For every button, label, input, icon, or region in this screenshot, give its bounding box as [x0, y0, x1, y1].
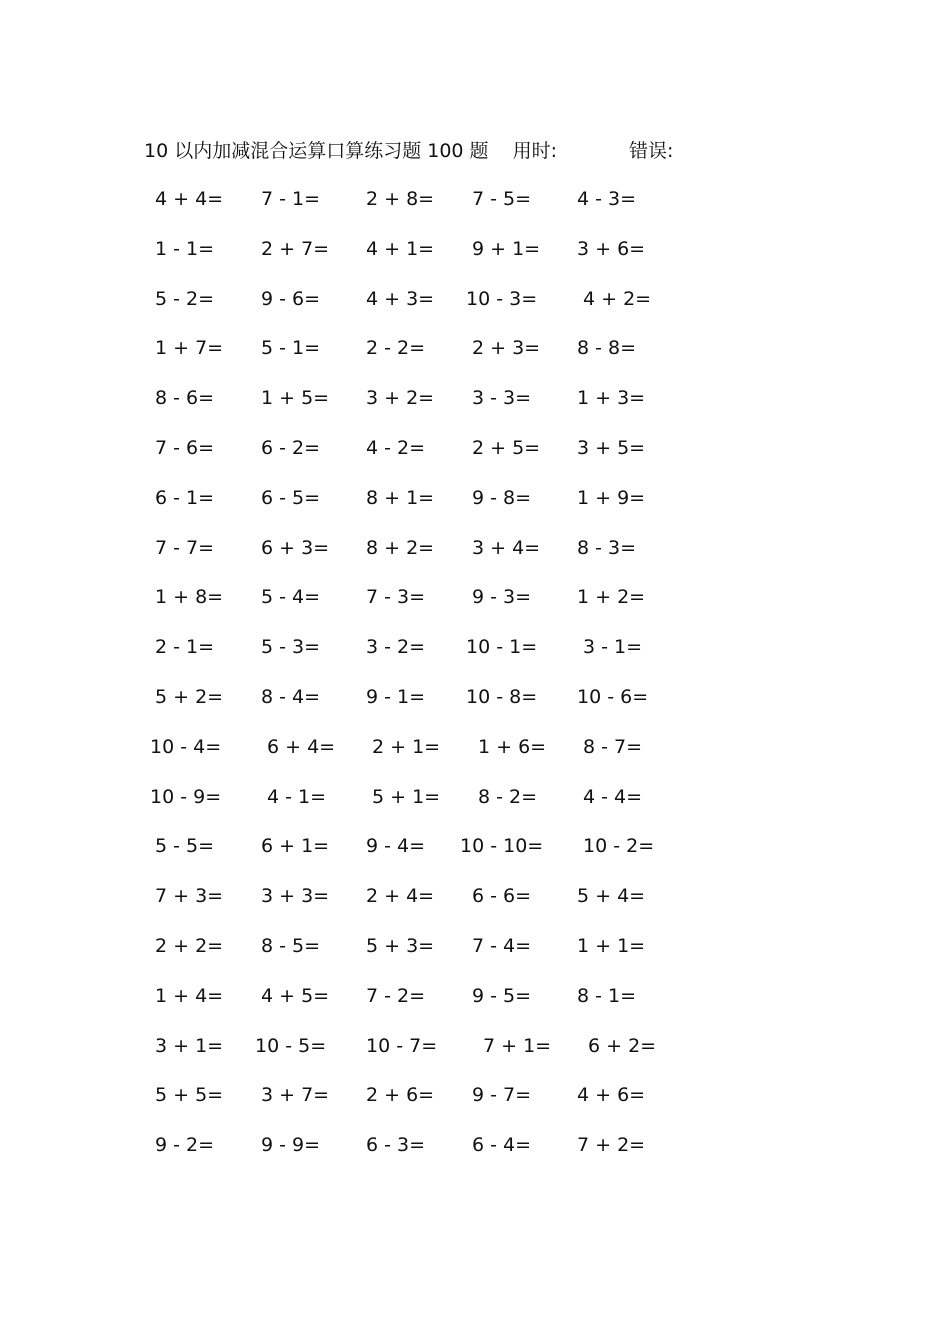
problem-item: 6 + 1=	[261, 835, 330, 857]
problem-item: 5 + 1=	[372, 786, 441, 808]
problem-item: 5 + 5=	[155, 1084, 224, 1106]
problem-item: 10 - 8=	[466, 686, 538, 708]
problem-item: 7 - 1=	[261, 188, 321, 210]
problem-item: 10 - 2=	[583, 835, 655, 857]
problem-item: 3 + 2=	[366, 387, 435, 409]
problem-item: 3 + 5=	[577, 437, 646, 459]
problem-item: 4 - 3=	[577, 188, 637, 210]
problem-item: 7 - 2=	[366, 985, 426, 1007]
problem-item: 4 - 4=	[583, 786, 643, 808]
problem-item: 2 + 2=	[155, 935, 224, 957]
problem-item: 1 + 8=	[155, 586, 224, 608]
problem-item: 2 - 1=	[155, 636, 215, 658]
problem-item: 3 + 3=	[261, 885, 330, 907]
problem-item: 10 - 1=	[466, 636, 538, 658]
problem-item: 10 - 10=	[460, 835, 544, 857]
problem-item: 10 - 4=	[150, 736, 222, 758]
problem-item: 4 - 1=	[267, 786, 327, 808]
problem-item: 10 - 9=	[150, 786, 222, 808]
problem-item: 10 - 5=	[255, 1035, 327, 1057]
problem-item: 2 + 6=	[366, 1084, 435, 1106]
problem-item: 3 - 3=	[472, 387, 532, 409]
problem-item: 8 - 5=	[261, 935, 321, 957]
problem-item: 5 + 4=	[577, 885, 646, 907]
problem-item: 4 - 2=	[366, 437, 426, 459]
problem-item: 9 - 7=	[472, 1084, 532, 1106]
problem-item: 5 - 4=	[261, 586, 321, 608]
problem-item: 6 - 2=	[261, 437, 321, 459]
problem-item: 6 + 4=	[267, 736, 336, 758]
problem-item: 6 - 4=	[472, 1134, 532, 1156]
problem-item: 8 - 3=	[577, 537, 637, 559]
problem-item: 2 - 2=	[366, 337, 426, 359]
problem-item: 8 - 6=	[155, 387, 215, 409]
problem-item: 9 - 8=	[472, 487, 532, 509]
problem-item: 1 + 2=	[577, 586, 646, 608]
problem-item: 3 - 2=	[366, 636, 426, 658]
time-label: 用时:	[512, 140, 557, 162]
problem-item: 8 + 1=	[366, 487, 435, 509]
problem-item: 7 - 7=	[155, 537, 215, 559]
problem-item: 1 + 1=	[577, 935, 646, 957]
problem-item: 4 + 3=	[366, 288, 435, 310]
problem-item: 8 - 4=	[261, 686, 321, 708]
problem-item: 5 - 3=	[261, 636, 321, 658]
problem-item: 2 + 3=	[472, 337, 541, 359]
worksheet-title: 10 以内加减混合运算口算练习题 100 题	[144, 140, 489, 162]
problem-item: 4 + 6=	[577, 1084, 646, 1106]
problem-item: 10 - 7=	[366, 1035, 438, 1057]
problem-item: 3 + 1=	[155, 1035, 224, 1057]
problem-item: 8 - 8=	[577, 337, 637, 359]
problem-item: 9 - 1=	[366, 686, 426, 708]
problem-item: 5 - 5=	[155, 835, 215, 857]
problem-item: 1 + 3=	[577, 387, 646, 409]
problem-item: 9 - 4=	[366, 835, 426, 857]
problem-item: 2 + 5=	[472, 437, 541, 459]
problem-item: 4 + 4=	[155, 188, 224, 210]
problem-item: 6 - 5=	[261, 487, 321, 509]
problem-item: 7 + 1=	[483, 1035, 552, 1057]
problem-item: 5 - 1=	[261, 337, 321, 359]
problem-item: 9 - 9=	[261, 1134, 321, 1156]
problem-item: 1 - 1=	[155, 238, 215, 260]
problem-item: 4 + 5=	[261, 985, 330, 1007]
problem-item: 6 + 2=	[588, 1035, 657, 1057]
problem-item: 3 - 1=	[583, 636, 643, 658]
problem-item: 7 + 3=	[155, 885, 224, 907]
error-label: 错误:	[628, 140, 674, 162]
problem-item: 2 + 8=	[366, 188, 435, 210]
problem-item: 3 + 6=	[577, 238, 646, 260]
problem-item: 9 - 3=	[472, 586, 532, 608]
problem-item: 6 - 6=	[472, 885, 532, 907]
problem-item: 4 + 1=	[366, 238, 435, 260]
problem-item: 2 + 1=	[372, 736, 441, 758]
problem-item: 3 + 4=	[472, 537, 541, 559]
problem-item: 10 - 6=	[577, 686, 649, 708]
problem-item: 5 + 2=	[155, 686, 224, 708]
problem-item: 1 + 7=	[155, 337, 224, 359]
problem-item: 7 - 6=	[155, 437, 215, 459]
problem-item: 8 - 2=	[478, 786, 538, 808]
problem-item: 7 - 5=	[472, 188, 532, 210]
problem-item: 5 + 3=	[366, 935, 435, 957]
problem-item: 2 + 4=	[366, 885, 435, 907]
problem-item: 9 - 6=	[261, 288, 321, 310]
problem-item: 2 + 7=	[261, 238, 330, 260]
problem-item: 8 + 2=	[366, 537, 435, 559]
problem-item: 9 - 2=	[155, 1134, 215, 1156]
problem-item: 6 + 3=	[261, 537, 330, 559]
problem-item: 4 + 2=	[583, 288, 652, 310]
problem-item: 9 + 1=	[472, 238, 541, 260]
problem-item: 10 - 3=	[466, 288, 538, 310]
problem-item: 1 + 9=	[577, 487, 646, 509]
problem-item: 8 - 7=	[583, 736, 643, 758]
problem-item: 1 + 6=	[478, 736, 547, 758]
problem-item: 5 - 2=	[155, 288, 215, 310]
worksheet-header	[144, 136, 673, 166]
problem-item: 6 - 3=	[366, 1134, 426, 1156]
problem-item: 7 + 2=	[577, 1134, 646, 1156]
problem-item: 1 + 4=	[155, 985, 224, 1007]
problem-item: 9 - 5=	[472, 985, 532, 1007]
problem-item: 3 + 7=	[261, 1084, 330, 1106]
problem-item: 7 - 4=	[472, 935, 532, 957]
problem-item: 6 - 1=	[155, 487, 215, 509]
problem-item: 1 + 5=	[261, 387, 330, 409]
problem-item: 8 - 1=	[577, 985, 637, 1007]
problem-item: 7 - 3=	[366, 586, 426, 608]
